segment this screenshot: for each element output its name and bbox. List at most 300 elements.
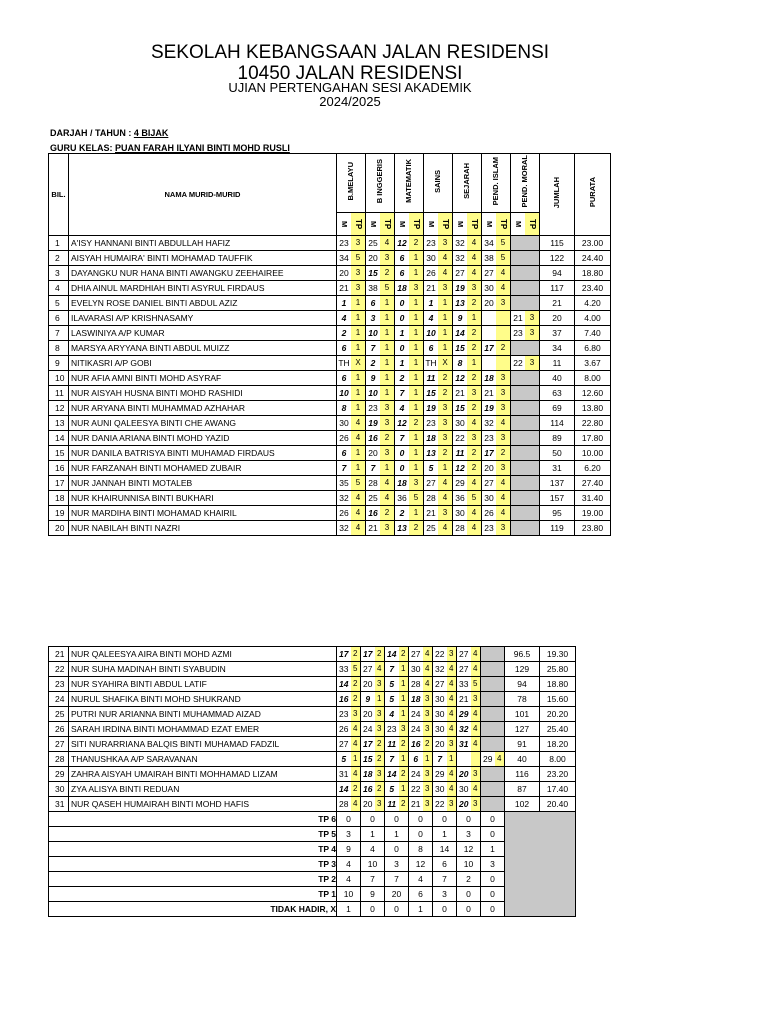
subject-tp: 1 <box>409 506 424 521</box>
m-subheader: M <box>424 213 439 236</box>
subject-mark <box>481 662 495 677</box>
student-name: SARAH IRDINA BINTI MOHAMMAD EZAT EMER <box>69 722 337 737</box>
summary-count: 7 <box>433 872 457 887</box>
subject-tp: 2 <box>399 647 409 662</box>
student-name: NUR QALEESYA AIRA BINTI MOHD AZMI <box>69 647 337 662</box>
subject-tp: 4 <box>351 431 366 446</box>
subject-mark: 30 <box>433 722 447 737</box>
subject-mark: 32 <box>453 236 468 251</box>
subject-tp: 1 <box>375 692 385 707</box>
subject-mark: 21 <box>409 797 423 812</box>
subject-tp: 1 <box>399 692 409 707</box>
subject-tp: 3 <box>423 707 433 722</box>
subject-mark: 20 <box>361 707 375 722</box>
student-row <box>49 461 611 476</box>
subject-mark: 31 <box>337 767 351 782</box>
class-value: 4 BIJAK <box>133 128 169 138</box>
subject-tp: 3 <box>471 692 481 707</box>
student-number: 25 <box>49 707 69 722</box>
student-row <box>49 386 611 401</box>
subject-mark: 21 <box>457 692 471 707</box>
subject-tp: 1 <box>380 371 395 386</box>
subject-header <box>337 154 366 213</box>
student-number: 10 <box>49 371 69 386</box>
subject-tp: 3 <box>351 236 366 251</box>
subject-mark: 26 <box>337 506 352 521</box>
subject-mark: 27 <box>482 266 497 281</box>
subject-tp <box>525 461 540 476</box>
student-row <box>49 521 611 536</box>
total-marks: 157 <box>540 491 575 506</box>
subject-tp: 1 <box>351 446 366 461</box>
subject-tp: 2 <box>467 461 482 476</box>
subject-mark <box>511 431 526 446</box>
summary-blank <box>505 812 576 917</box>
student-number: 17 <box>49 476 69 491</box>
student-row <box>49 341 611 356</box>
subject-mark <box>482 356 497 371</box>
subject-tp: 1 <box>351 341 366 356</box>
subject-tp: 4 <box>496 416 511 431</box>
student-number: 13 <box>49 416 69 431</box>
subject-tp: 5 <box>496 251 511 266</box>
summary-count: 9 <box>337 842 361 857</box>
m-subheader: M <box>482 213 497 236</box>
subject-mark: 2 <box>395 371 410 386</box>
summary-count: 9 <box>361 887 385 902</box>
subject-tp <box>525 491 540 506</box>
subject-tp: 1 <box>409 431 424 446</box>
subject-tp: 3 <box>380 251 395 266</box>
subject-tp: 3 <box>375 707 385 722</box>
subject-tp: 5 <box>351 251 366 266</box>
subject-tp: 3 <box>525 356 540 371</box>
summary-label: TP 5 <box>49 827 337 842</box>
subject-mark: 19 <box>482 401 497 416</box>
student-name: NURUL SHAFIKA BINTI MOHD SHUKRAND <box>69 692 337 707</box>
subject-tp: 2 <box>399 767 409 782</box>
subject-tp: 1 <box>409 266 424 281</box>
total-marks: 63 <box>540 386 575 401</box>
subject-mark <box>457 752 471 767</box>
subject-tp: 2 <box>423 737 433 752</box>
subject-header <box>366 154 395 213</box>
average-marks: 31.40 <box>575 491 611 506</box>
subject-tp: 4 <box>471 707 481 722</box>
student-row <box>49 707 576 722</box>
subject-tp: 3 <box>525 311 540 326</box>
subject-mark: 5 <box>424 461 439 476</box>
subject-mark: 5 <box>337 752 351 767</box>
subject-tp: 3 <box>375 797 385 812</box>
total-marks: 122 <box>540 251 575 266</box>
total-marks: 89 <box>540 431 575 446</box>
subject-mark: 6 <box>337 446 352 461</box>
subject-tp: 3 <box>380 401 395 416</box>
subject-mark: 21 <box>424 281 439 296</box>
subject-mark <box>481 722 495 737</box>
average-marks: 25.80 <box>540 662 576 677</box>
subject-tp: 5 <box>467 491 482 506</box>
subject-tp: 2 <box>351 647 361 662</box>
summary-count: 0 <box>481 902 505 917</box>
subject-mark <box>481 767 495 782</box>
subject-mark: 28 <box>337 797 351 812</box>
total-marks: 20 <box>540 311 575 326</box>
subject-mark: 30 <box>482 491 497 506</box>
subject-tp: 4 <box>423 677 433 692</box>
student-row <box>49 491 611 506</box>
subject-tp <box>471 752 481 767</box>
total-marks: 37 <box>540 326 575 341</box>
subject-mark: 30 <box>409 662 423 677</box>
subject-mark: 16 <box>337 692 351 707</box>
subject-mark: 26 <box>424 266 439 281</box>
average-marks: 8.00 <box>540 752 576 767</box>
subject-tp: 2 <box>467 296 482 311</box>
subject-tp: 2 <box>467 326 482 341</box>
average-marks: 22.80 <box>575 416 611 431</box>
subject-mark: 18 <box>361 767 375 782</box>
student-number: 29 <box>49 767 69 782</box>
subject-tp: 4 <box>471 782 481 797</box>
average-marks: 4.00 <box>575 311 611 326</box>
total-marks: 50 <box>540 446 575 461</box>
subject-mark: 23 <box>385 722 399 737</box>
subject-tp: 1 <box>409 401 424 416</box>
student-row <box>49 692 576 707</box>
subject-mark: 6 <box>395 266 410 281</box>
subject-tp: 2 <box>375 737 385 752</box>
subject-tp: 5 <box>496 236 511 251</box>
summary-count: 1 <box>385 827 409 842</box>
subject-tp: 3 <box>438 506 453 521</box>
school-name: SEKOLAH KEBANGSAAN JALAN RESIDENSI <box>150 42 550 63</box>
student-name: ILAVARASI A/P KRISHNASAMY <box>69 311 337 326</box>
purata-header <box>575 154 611 236</box>
subject-mark: 7 <box>395 431 410 446</box>
subject-mark: TH <box>424 356 439 371</box>
school-address: 10450 JALAN RESIDENSI <box>237 63 463 84</box>
student-number: 21 <box>49 647 69 662</box>
subject-mark: 11 <box>385 737 399 752</box>
subject-tp <box>525 281 540 296</box>
subject-mark: 28 <box>424 491 439 506</box>
subject-mark: 20 <box>337 266 352 281</box>
tp-subheader: TP <box>525 213 540 236</box>
subject-mark: 11 <box>424 371 439 386</box>
m-subheader: M <box>366 213 381 236</box>
subject-mark: 10 <box>366 326 381 341</box>
summary-count: 3 <box>481 857 505 872</box>
student-row <box>49 476 611 491</box>
student-number: 18 <box>49 491 69 506</box>
student-number: 20 <box>49 521 69 536</box>
subject-tp: 1 <box>380 311 395 326</box>
total-marks: 87 <box>505 782 540 797</box>
subject-tp: 4 <box>467 266 482 281</box>
tp-subheader: TP <box>438 213 453 236</box>
subject-tp: 1 <box>351 296 366 311</box>
subject-mark <box>511 236 526 251</box>
subject-tp <box>525 521 540 536</box>
student-number: 19 <box>49 506 69 521</box>
student-row <box>49 722 576 737</box>
subject-mark: 6 <box>395 251 410 266</box>
student-number: 16 <box>49 461 69 476</box>
subject-mark: 33 <box>457 677 471 692</box>
subject-mark: 23 <box>337 707 351 722</box>
student-number: 11 <box>49 386 69 401</box>
average-marks: 17.40 <box>540 782 576 797</box>
subject-mark: 17 <box>361 737 375 752</box>
subject-mark: 7 <box>337 461 352 476</box>
average-marks: 19.00 <box>575 506 611 521</box>
jumlah-header-label: JUMLAH <box>552 176 561 209</box>
student-row <box>49 677 576 692</box>
subject-mark: 23 <box>482 521 497 536</box>
subject-mark: 9 <box>453 311 468 326</box>
subject-mark: 36 <box>395 491 410 506</box>
subject-tp: 4 <box>471 662 481 677</box>
subject-mark <box>481 647 495 662</box>
summary-row <box>49 827 576 842</box>
student-name: NUR SYAHIRA BINTI ABDUL LATIF <box>69 677 337 692</box>
subject-mark: 27 <box>457 647 471 662</box>
subject-tp: 3 <box>471 797 481 812</box>
subject-mark: 29 <box>481 752 495 767</box>
subject-tp: 1 <box>423 752 433 767</box>
subject-tp: 1 <box>380 461 395 476</box>
subject-tp: 1 <box>409 341 424 356</box>
total-marks: 69 <box>540 401 575 416</box>
total-marks: 94 <box>540 266 575 281</box>
subject-tp: 4 <box>351 521 366 536</box>
subject-tp: 2 <box>496 341 511 356</box>
student-number: 2 <box>49 251 69 266</box>
subject-mark: 1 <box>395 326 410 341</box>
subject-mark: 20 <box>366 446 381 461</box>
subject-tp: 5 <box>409 491 424 506</box>
student-row <box>49 782 576 797</box>
subject-header-label: B.MELAYU <box>346 161 355 201</box>
subject-tp: 3 <box>467 386 482 401</box>
subject-mark: 36 <box>453 491 468 506</box>
student-name: MARSYA ARYYANA BINTI ABDUL MUIZZ <box>69 341 337 356</box>
subject-mark: 17 <box>482 446 497 461</box>
summary-count: 0 <box>409 812 433 827</box>
subject-tp: 4 <box>351 491 366 506</box>
subject-mark: 15 <box>361 752 375 767</box>
subject-tp: 2 <box>380 506 395 521</box>
subject-mark: 6 <box>424 341 439 356</box>
student-name: NUR NABILAH BINTI NAZRI <box>69 521 337 536</box>
subject-mark: 20 <box>361 797 375 812</box>
subject-mark: 29 <box>453 476 468 491</box>
subject-tp: 3 <box>471 767 481 782</box>
subject-tp: 4 <box>351 767 361 782</box>
subject-mark: 8 <box>453 356 468 371</box>
summary-count: 1 <box>481 842 505 857</box>
subject-mark: 27 <box>337 737 351 752</box>
student-name: NUR SUHA MADINAH BINTI SYABUDIN <box>69 662 337 677</box>
subject-mark: 20 <box>482 296 497 311</box>
m-subheader: M <box>453 213 468 236</box>
subject-tp: 3 <box>409 476 424 491</box>
subject-mark: 12 <box>453 461 468 476</box>
subject-mark: 16 <box>361 782 375 797</box>
tp-subheader: TP <box>351 213 366 236</box>
average-marks: 23.80 <box>575 521 611 536</box>
student-row <box>49 752 576 767</box>
student-name: NUR AUNI QALEESYA BINTI CHE AWANG <box>69 416 337 431</box>
subject-tp: 4 <box>496 266 511 281</box>
average-marks: 7.40 <box>575 326 611 341</box>
student-number: 30 <box>49 782 69 797</box>
subject-mark: 10 <box>366 386 381 401</box>
summary-count: 0 <box>409 827 433 842</box>
subject-tp: 2 <box>438 386 453 401</box>
student-row <box>49 281 611 296</box>
subject-mark: 1 <box>395 356 410 371</box>
subject-tp: 3 <box>438 236 453 251</box>
subject-tp: 3 <box>447 737 457 752</box>
subject-tp: 4 <box>438 521 453 536</box>
average-marks: 27.40 <box>575 476 611 491</box>
subject-tp <box>525 506 540 521</box>
average-marks: 17.80 <box>575 431 611 446</box>
subject-tp <box>496 311 511 326</box>
summary-row <box>49 872 576 887</box>
subject-tp: 1 <box>351 311 366 326</box>
subject-mark <box>511 371 526 386</box>
subject-mark: TH <box>337 356 352 371</box>
summary-row <box>49 812 576 827</box>
subject-mark: 30 <box>457 782 471 797</box>
student-name: NUR KHAIRUNNISA BINTI BUKHARI <box>69 491 337 506</box>
subject-tp: 3 <box>423 782 433 797</box>
student-name: ZAHRA AISYAH UMAIRAH BINTI MOHHAMAD LIZAM <box>69 767 337 782</box>
subject-mark: 2 <box>395 506 410 521</box>
subject-tp: 3 <box>380 521 395 536</box>
student-number: 23 <box>49 677 69 692</box>
subject-mark: 21 <box>453 386 468 401</box>
subject-tp: 4 <box>438 476 453 491</box>
summary-row <box>49 887 576 902</box>
average-marks: 23.40 <box>575 281 611 296</box>
summary-count: 6 <box>433 857 457 872</box>
subject-tp <box>525 386 540 401</box>
subject-tp: X <box>438 356 453 371</box>
student-name: ZYA ALISYA BINTI REDUAN <box>69 782 337 797</box>
subject-tp: 3 <box>467 431 482 446</box>
subject-tp: 3 <box>423 722 433 737</box>
class-label: DARJAH / TAHUN : <box>50 128 134 138</box>
subject-mark: 8 <box>337 401 352 416</box>
summary-count: 1 <box>361 827 385 842</box>
subject-header-label: PEND. MORAL <box>520 154 529 208</box>
total-marks: 34 <box>540 341 575 356</box>
subject-tp: 2 <box>467 446 482 461</box>
student-number: 9 <box>49 356 69 371</box>
subject-tp <box>525 341 540 356</box>
teacher-value: PUAN FARAH ILYANI BINTI MOHD RUSLI <box>115 143 290 153</box>
summary-row <box>49 857 576 872</box>
total-marks: 115 <box>540 236 575 251</box>
subject-mark: 25 <box>366 491 381 506</box>
student-name: NUR MARDIHA BINTI MOHAMAD KHAIRIL <box>69 506 337 521</box>
subject-mark <box>511 281 526 296</box>
subject-tp: 3 <box>467 281 482 296</box>
subject-tp: 1 <box>438 461 453 476</box>
subject-tp: 1 <box>399 752 409 767</box>
subject-tp: 2 <box>467 341 482 356</box>
summary-count: 0 <box>481 887 505 902</box>
subject-mark: 21 <box>482 386 497 401</box>
subject-tp: 4 <box>467 521 482 536</box>
summary-row <box>49 902 576 917</box>
subject-mark: 0 <box>395 296 410 311</box>
student-row <box>49 356 611 371</box>
subject-mark <box>481 782 495 797</box>
summary-count: 1 <box>337 902 361 917</box>
student-number: 1 <box>49 236 69 251</box>
subject-tp <box>525 236 540 251</box>
subject-tp: 2 <box>375 647 385 662</box>
subject-mark: 21 <box>366 521 381 536</box>
subject-mark <box>511 296 526 311</box>
subject-tp <box>495 647 505 662</box>
academic-year: 2024/2025 <box>319 94 381 109</box>
subject-tp: 3 <box>423 692 433 707</box>
subject-mark: 24 <box>409 722 423 737</box>
student-row <box>49 311 611 326</box>
subject-mark <box>511 521 526 536</box>
subject-tp: 2 <box>409 416 424 431</box>
subject-mark: 30 <box>433 692 447 707</box>
subject-tp: 3 <box>438 401 453 416</box>
student-name: NUR DANILA BATRISYA BINTI MUHAMAD FIRDAUS <box>69 446 337 461</box>
total-marks: 102 <box>505 797 540 812</box>
subject-tp: 1 <box>409 371 424 386</box>
summary-count: 3 <box>457 827 481 842</box>
subject-tp <box>525 446 540 461</box>
subject-mark: 24 <box>409 767 423 782</box>
subject-mark: 14 <box>385 647 399 662</box>
student-row <box>49 416 611 431</box>
tp-subheader: TP <box>409 213 424 236</box>
subject-tp: 1 <box>409 386 424 401</box>
total-marks: 119 <box>540 521 575 536</box>
subject-mark <box>481 737 495 752</box>
total-marks: 101 <box>505 707 540 722</box>
subject-tp: 1 <box>438 296 453 311</box>
student-number: 8 <box>49 341 69 356</box>
summary-count: 4 <box>337 872 361 887</box>
subject-mark: 12 <box>395 416 410 431</box>
subject-mark: 23 <box>424 236 439 251</box>
subject-tp: 1 <box>467 356 482 371</box>
subject-tp: 1 <box>399 677 409 692</box>
bil-header: BIL. <box>49 154 69 236</box>
student-name: DAYANGKU NUR HANA BINTI AWANGKU ZEEHAIREE <box>69 266 337 281</box>
subject-tp: 3 <box>438 431 453 446</box>
subject-tp: 4 <box>467 476 482 491</box>
subject-tp: 1 <box>409 446 424 461</box>
subject-tp: 4 <box>467 416 482 431</box>
subject-tp: 2 <box>380 431 395 446</box>
subject-mark: 32 <box>482 416 497 431</box>
